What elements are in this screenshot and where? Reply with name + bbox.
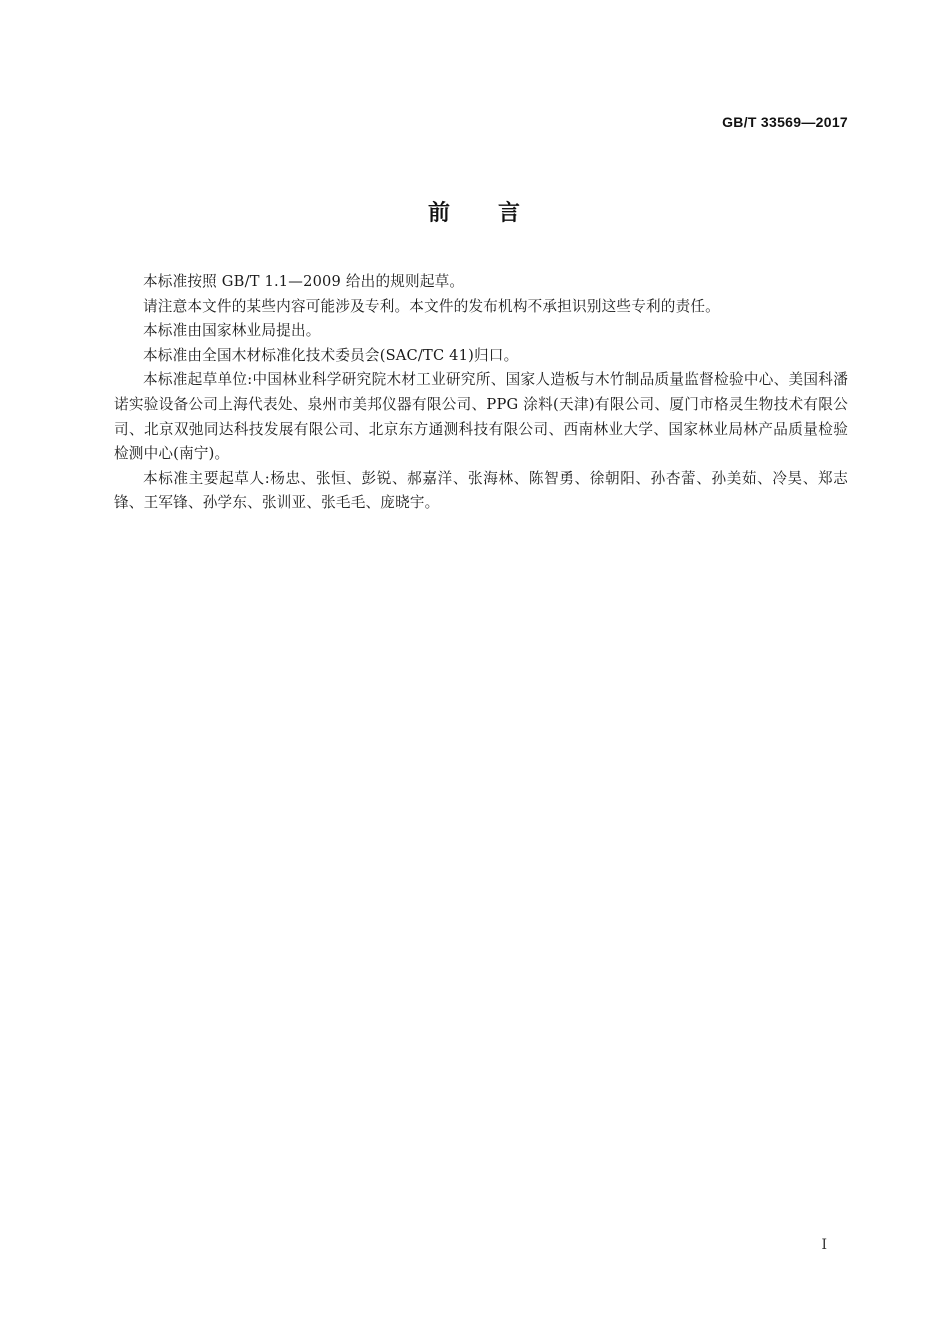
page-number: I [821,1237,827,1253]
foreword-body [114,270,848,516]
standard-code: GB/T 33569—2017 [722,114,848,130]
paragraph-drafting-units: 本标准起草单位:中国林业科学研究院木材工业研究所、国家人造板与木竹制品质量监督检验中心、美国科潘诺实验设备公司上海代表处、泉州市美邦仪器有限公司、PPG 涂料(天津)有限公司、厦门市格灵生物技术有限公司、北京双弛同达科技发展有限公司、北京东方通测科技有限公司、西南林业大学、国家林业局林产品质量检验检测中心(南宁)。 [114,371,848,463]
paragraph-centralized-by: 本标准由全国木材标准化技术委员会(SAC/TC 41)归口。 [143,346,519,364]
title-char-2: 言 [498,201,523,226]
page-title [0,196,950,227]
paragraph-drafters: 本标准主要起草人:杨忠、张恒、彭锐、郝嘉洋、张海林、陈智勇、徐朝阳、孙杏蕾、孙美茹、冷昊、郑志锋、王军锋、孙学东、张训亚、张毛毛、庞晓宇。 [114,469,848,512]
paragraph-patent-notice: 请注意本文件的某些内容可能涉及专利。本文件的发布机构不承担识别这些专利的责任。 [143,297,720,315]
title-char-1: 前 [427,201,452,226]
paragraph-drafting-rules: 本标准按照 GB/T 1.1—2009 给出的规则起草。 [143,273,465,290]
paragraph-proposed-by: 本标准由国家林业局提出。 [143,322,321,340]
